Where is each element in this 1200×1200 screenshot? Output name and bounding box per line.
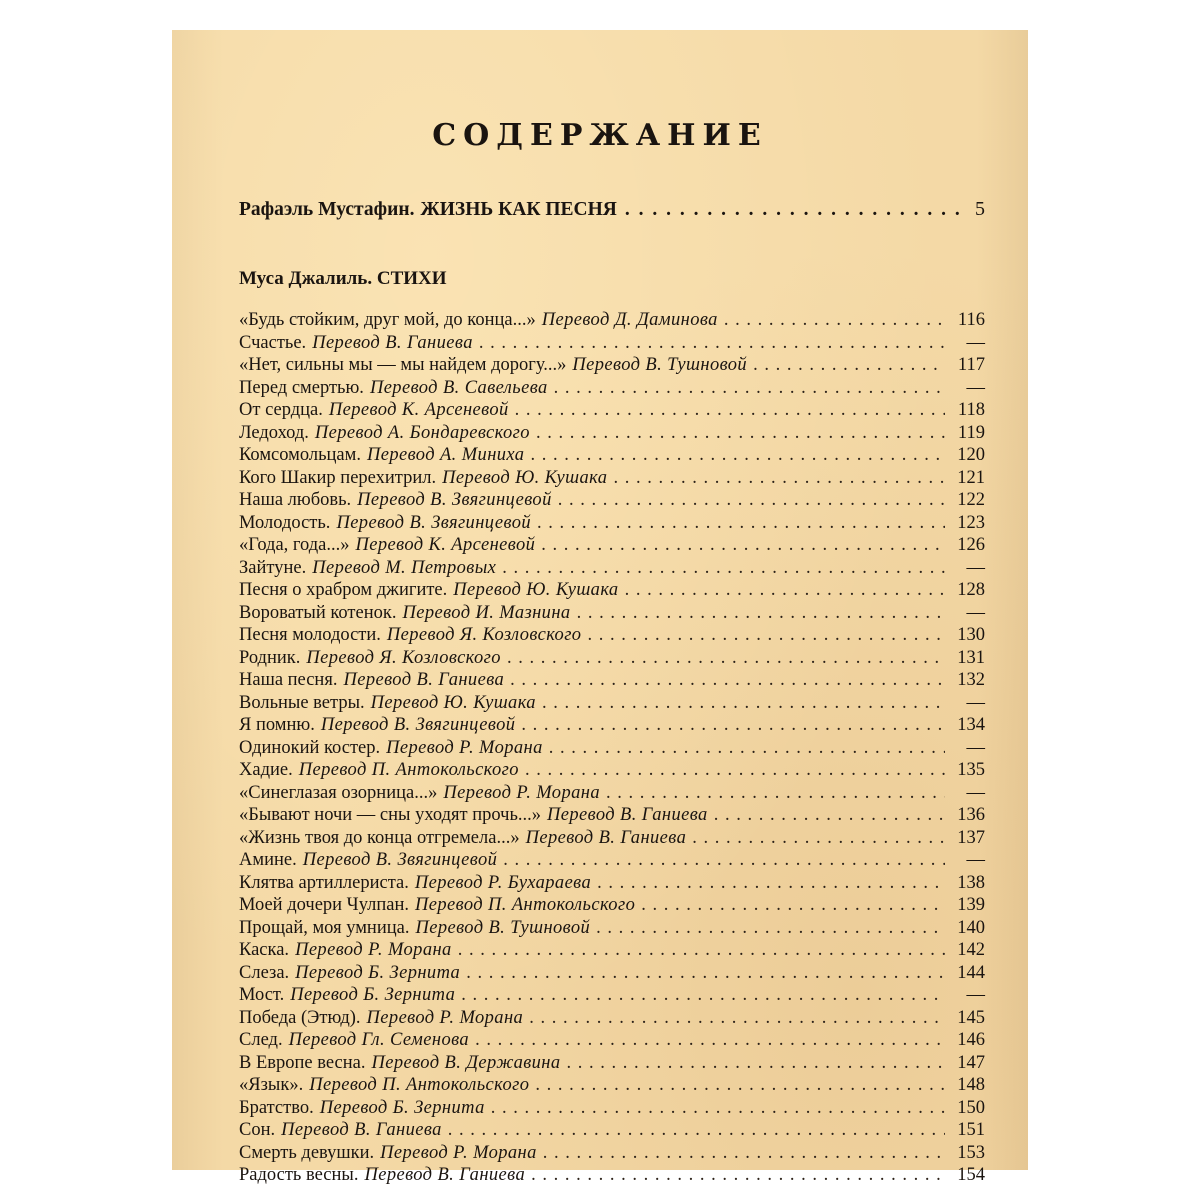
entry-page-number: 151 (957, 1120, 985, 1140)
entry-translator: Перевод В. Звягинцевой (336, 512, 531, 533)
entry-translator: Перевод Б. Зернита (319, 1097, 485, 1118)
intro-author: Рафаэль Мустафин. (239, 199, 415, 220)
entry-translator: Перевод А. Миниха (366, 445, 525, 465)
entry-page-number: — (966, 782, 985, 803)
entry-page-number: 118 (957, 400, 985, 420)
dot-leader (554, 378, 945, 399)
entry-page-number: 142 (957, 940, 985, 960)
toc-entry (239, 715, 985, 739)
entry-page-number: — (966, 557, 985, 578)
entry-translator: Перевод Р. Морана (443, 782, 600, 803)
entry-translator: Перевод В. Тушновой (572, 355, 748, 375)
dot-leader (536, 423, 945, 444)
entry-page-number: 148 (957, 1075, 985, 1095)
entry-translator: Перевод В. Звягинцевой (302, 850, 498, 870)
entry-title: Я помню. (239, 715, 315, 735)
entry-title: В Европе весна. (239, 1052, 366, 1073)
toc-entry (239, 670, 985, 694)
dot-leader (458, 940, 945, 961)
dot-leader (510, 670, 945, 691)
entry-title: Победа (Этюд). (239, 1007, 361, 1028)
entry-title: След. (239, 1030, 283, 1050)
entry-title: Ледоход. (239, 422, 309, 443)
entry-title: Смерть девушки. (239, 1142, 375, 1163)
toc-entry (239, 625, 985, 649)
entry-translator: Перевод В. Звягинцевой (320, 715, 516, 735)
intro-page: 5 (975, 198, 985, 220)
toc-entry (239, 558, 985, 582)
entry-translator: Перевод Р. Морана (386, 737, 543, 758)
dot-leader (625, 580, 945, 601)
entry-title: Хадие. (239, 760, 293, 780)
entry-translator: Перевод Гл. Семенова (288, 1030, 470, 1050)
entry-translator: Перевод М. Петровых (312, 557, 497, 578)
entry-page-number: 147 (957, 1052, 985, 1073)
dot-leader (448, 1120, 945, 1141)
entry-translator: Перевод Ю. Кушака (453, 580, 619, 600)
entry-page-number: — (966, 850, 985, 870)
toc-entry (239, 693, 985, 717)
dot-leader (537, 513, 945, 534)
dot-leader (577, 603, 945, 624)
entry-title: Сон. (239, 1120, 276, 1140)
toc-entry (239, 963, 985, 987)
entry-page-number: 154 (957, 1165, 985, 1185)
dot-leader (606, 783, 945, 804)
toc-entry (239, 648, 985, 672)
entry-page-number: 150 (957, 1097, 985, 1118)
entry-page-number: — (966, 332, 985, 353)
toc-entry (239, 333, 985, 357)
entry-page-number: 137 (957, 827, 985, 848)
entry-page-number: — (966, 602, 985, 623)
toc-entry (239, 490, 985, 514)
entry-page-number: 138 (957, 872, 985, 893)
toc-entry (239, 378, 985, 402)
entry-title: «Жизнь твоя до конца отгремела...» (239, 827, 520, 848)
dot-leader (692, 828, 945, 849)
toc-entry (239, 873, 985, 897)
entry-translator: Перевод Я. Козловского (306, 647, 501, 668)
toc-entry (239, 985, 985, 1009)
toc-entry (239, 1143, 985, 1167)
entry-title: «Года, года...» (239, 535, 350, 555)
dot-leader (714, 805, 945, 826)
dot-leader (596, 918, 945, 939)
entry-page-number: — (966, 737, 985, 758)
entry-translator: Перевод В. Тушновой (415, 917, 591, 938)
entry-title: Мост. (239, 985, 285, 1005)
toc-entry (239, 1053, 985, 1077)
entry-page-number: 135 (957, 760, 985, 780)
toc-entry (239, 355, 985, 379)
entry-translator: Перевод Я. Козловского (386, 625, 582, 645)
entry-title: Комсомольцам. (239, 445, 361, 465)
entry-title: Амине. (239, 850, 297, 870)
entry-page-number: 132 (957, 670, 985, 690)
entry-translator: Перевод К. Арсеневой (355, 535, 536, 555)
entry-title: Наша песня. (239, 670, 338, 690)
dot-leader (558, 490, 945, 511)
entry-translator: Перевод В. Ганиева (525, 827, 687, 848)
entry-page-number: 139 (957, 895, 985, 915)
entry-page-number: 144 (957, 962, 985, 983)
dot-leader (625, 199, 967, 221)
entry-translator: Перевод И. Мазнина (402, 602, 571, 623)
dot-leader (535, 1075, 945, 1096)
toc-entry (239, 850, 985, 874)
entry-title: Счастье. (239, 332, 307, 353)
entry-page-number: 121 (957, 467, 985, 488)
entry-page-number: — (966, 377, 985, 398)
entry-title: «Нет, сильны мы — мы найдем дорогу...» (239, 355, 567, 375)
entry-title: Моей дочери Чулпан. (239, 895, 410, 915)
entry-title: Вольные ветры. (239, 692, 365, 713)
entry-translator: Перевод В. Савельева (369, 377, 548, 398)
entry-translator: Перевод В. Ганиева (547, 805, 708, 825)
entry-page-number: 119 (957, 422, 985, 443)
book-page (172, 30, 1028, 1185)
entry-page-number: 117 (957, 355, 985, 375)
dot-leader (587, 625, 945, 646)
entry-title: Братство. (239, 1097, 314, 1118)
entry-page-number: 120 (957, 445, 985, 465)
entry-title: Радость весны. (239, 1165, 359, 1185)
entry-translator: Перевод Б. Зернита (295, 962, 461, 983)
entry-title: Кого Шакир перехитрил. (239, 467, 437, 488)
dot-leader (502, 558, 945, 579)
entry-translator: Перевод Д. Даминова (541, 310, 718, 330)
entry-title: Перед смертью. (239, 377, 364, 398)
toc-entry (239, 513, 985, 537)
dot-leader (529, 1008, 945, 1029)
dot-leader (724, 310, 945, 331)
toc-entry (239, 603, 985, 627)
toc-entry (239, 738, 985, 762)
entry-title: «Язык». (239, 1075, 304, 1095)
intro-entry (239, 198, 985, 226)
entry-translator: Перевод К. Арсеневой (328, 400, 509, 420)
entry-translator: Перевод Ю. Кушака (442, 467, 608, 488)
dot-leader (491, 1098, 945, 1119)
entry-page-number: 123 (957, 512, 985, 533)
entry-title: Вороватый котенок. (239, 602, 397, 623)
entry-title: Наша любовь. (239, 490, 352, 510)
dot-leader (507, 648, 945, 669)
toc-entry (239, 760, 985, 784)
entry-page-number: 146 (957, 1030, 985, 1050)
entry-page-number: 131 (957, 647, 985, 668)
dot-leader (503, 850, 945, 871)
toc-entry (239, 918, 985, 942)
dot-leader (466, 963, 945, 984)
dot-leader (753, 355, 945, 376)
entry-translator: Перевод В. Ганиева (364, 1165, 526, 1185)
entry-translator: Перевод А. Бондаревского (314, 422, 530, 443)
toc-entry (239, 1120, 985, 1144)
toc-entry (239, 1075, 985, 1099)
toc-entry (239, 423, 985, 447)
entry-title: «Бывают ночи — сны уходят прочь...» (239, 805, 542, 825)
entry-translator: Перевод Р. Морана (366, 1007, 524, 1028)
entry-title: Одинокий костер. (239, 737, 381, 758)
entry-page-number: 126 (957, 535, 985, 555)
entry-page-number: 140 (957, 917, 985, 938)
dot-leader (479, 333, 945, 354)
entry-page-number: 153 (957, 1142, 985, 1163)
entry-title: Песня о храбром джигите. (239, 580, 448, 600)
entry-translator: Перевод В. Ганиева (343, 670, 505, 690)
entry-title: Молодость. (239, 512, 331, 533)
entry-translator: Перевод П. Антокольского (309, 1075, 530, 1095)
dot-leader (549, 738, 945, 759)
toc-entry (239, 1008, 985, 1032)
dot-leader (541, 535, 945, 556)
entry-translator: Перевод Р. Бухараева (414, 872, 592, 893)
toc-entry (239, 1165, 985, 1189)
entry-page-number: 130 (957, 625, 985, 645)
toc-entry (239, 1098, 985, 1122)
entry-translator: Перевод П. Антокольского (298, 760, 519, 780)
entry-translator: Перевод Р. Морана (380, 1142, 537, 1163)
dot-leader (521, 715, 945, 736)
entry-title: От сердца. (239, 400, 323, 420)
entry-title: Песня молодости. (239, 625, 381, 645)
entry-translator: Перевод Б. Зернита (290, 985, 456, 1005)
entry-page-number: 122 (957, 490, 985, 510)
dot-leader (641, 895, 945, 916)
dot-leader (613, 468, 945, 489)
entry-translator: Перевод Ю. Кушака (370, 692, 536, 713)
entry-page-number: 145 (957, 1007, 985, 1028)
toc-entry (239, 535, 985, 559)
dot-leader (567, 1053, 945, 1074)
toc-entry (239, 805, 985, 829)
entry-title: Родник. (239, 647, 301, 668)
toc-entry (239, 940, 985, 964)
entry-title: Зайтуне. (239, 557, 307, 578)
dot-leader (461, 985, 945, 1006)
toc-entry (239, 895, 985, 919)
entry-translator: Перевод Р. Морана (295, 940, 452, 960)
entry-translator: Перевод В. Ганиева (312, 332, 473, 353)
toc-entry (239, 1030, 985, 1054)
entry-translator: Перевод В. Звягинцевой (357, 490, 552, 510)
entry-title: «Синеглазая озорница...» (239, 782, 438, 803)
toc-entry (239, 445, 985, 469)
page-title: СОДЕРЖАНИЕ (432, 118, 768, 153)
entry-page-number: — (966, 985, 985, 1005)
entry-page-number: — (966, 692, 985, 713)
dot-leader (530, 445, 945, 466)
section-heading: Муса Джалиль. СТИХИ (239, 268, 447, 289)
toc-entry (239, 828, 985, 852)
dot-leader (515, 400, 945, 421)
entry-translator: Перевод П. Антокольского (415, 895, 636, 915)
entry-page-number: 134 (957, 715, 985, 735)
entry-page-number: 128 (957, 580, 985, 600)
dot-leader (475, 1030, 945, 1051)
entry-translator: Перевод В. Державина (371, 1052, 561, 1073)
entry-title: Каска. (239, 940, 290, 960)
dot-leader (525, 760, 945, 781)
entry-page-number: 136 (957, 805, 985, 825)
toc-entry (239, 783, 985, 807)
entry-title: Прощай, моя умница. (239, 917, 410, 938)
entry-title: Клятва артиллериста. (239, 872, 409, 893)
entry-title: Слеза. (239, 962, 290, 983)
entry-page-number: 116 (957, 310, 985, 330)
dot-leader (597, 873, 945, 894)
toc-entry (239, 468, 985, 492)
entry-title: «Будь стойким, друг мой, до конца...» (239, 310, 536, 330)
intro-work: ЖИЗНЬ КАК ПЕСНЯ (420, 199, 617, 220)
dot-leader (543, 1143, 945, 1164)
entry-translator: Перевод В. Ганиева (281, 1120, 442, 1140)
toc-entry (239, 580, 985, 604)
toc-entry (239, 310, 985, 334)
dot-leader (542, 693, 945, 714)
toc-entry (239, 400, 985, 424)
dot-leader (531, 1165, 945, 1186)
